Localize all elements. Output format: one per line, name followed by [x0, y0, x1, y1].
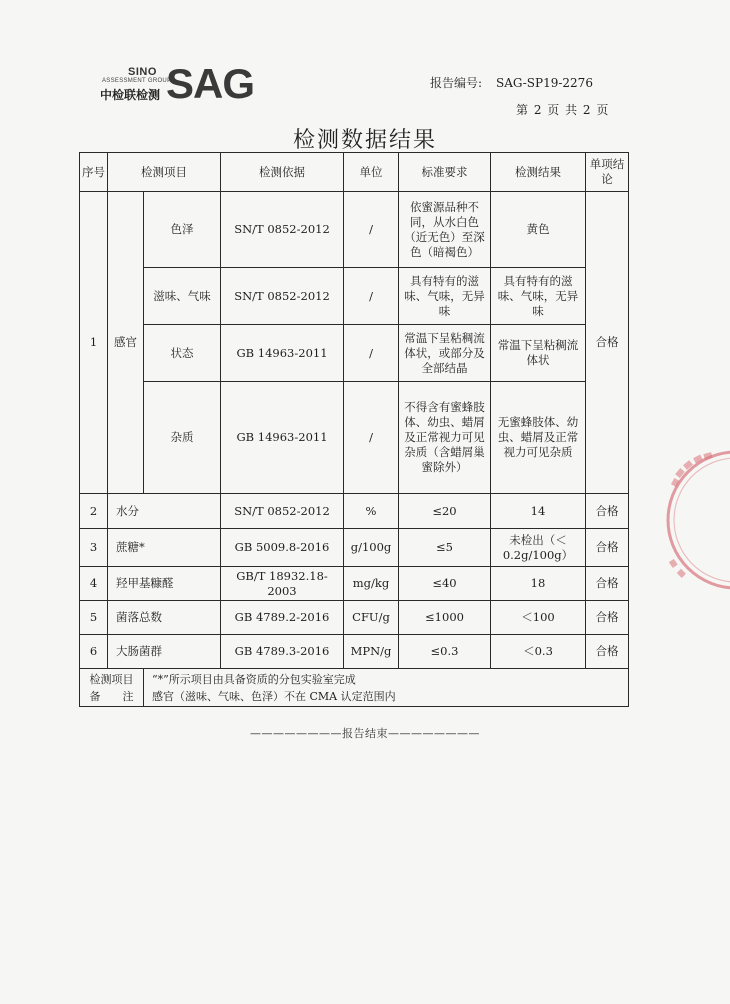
- cell-result: 具有特有的滋味、气味，无异味: [491, 268, 586, 325]
- cell-item: 水分: [108, 494, 221, 529]
- cell-unit: /: [344, 268, 399, 325]
- cell-basis: GB 4789.2-2016: [221, 601, 344, 635]
- cell-item: 色泽: [144, 192, 221, 268]
- cell-standard: 依蜜源品种不同，从水白色（近无色）至深色（暗褐色）: [399, 192, 491, 268]
- header-no: 序号: [80, 153, 108, 192]
- cell-result: ＜0.3: [491, 635, 586, 669]
- cell-result: 未检出（＜0.2g/100g）: [491, 529, 586, 567]
- notes-row: [80, 669, 629, 707]
- cell-result: 无蜜蜂肢体、幼虫、蜡屑及正常视力可见杂质: [491, 382, 586, 494]
- cell-unit: CFU/g: [344, 601, 399, 635]
- table-row: [80, 529, 629, 567]
- results-table: [79, 152, 629, 707]
- cell-item: 菌落总数: [108, 601, 221, 635]
- cell-result: ＜100: [491, 601, 586, 635]
- cell-item: 状态: [144, 325, 221, 382]
- cell-conclusion: 合格: [586, 192, 629, 494]
- cell-basis: SN/T 0852-2012: [221, 192, 344, 268]
- cell-item: 大肠菌群: [108, 635, 221, 669]
- cell-result: 18: [491, 567, 586, 601]
- notes-text: [144, 669, 629, 707]
- report-end-line: ————————报告结束————————: [250, 727, 480, 740]
- logo-sag-text: SAG: [166, 60, 255, 107]
- notes-label: [80, 669, 144, 707]
- table-header-row: [80, 153, 629, 192]
- table-row: [80, 382, 629, 494]
- header-result: 检测结果: [491, 153, 586, 192]
- cell-no: 3: [80, 529, 108, 567]
- seal-stamp-image: [648, 440, 730, 600]
- notes-label-line-2: 备 注: [89, 689, 134, 703]
- cell-no: 6: [80, 635, 108, 669]
- cell-basis: SN/T 0852-2012: [221, 268, 344, 325]
- header-unit: 单位: [344, 153, 399, 192]
- cell-standard: ≤1000: [399, 601, 491, 635]
- notes-text-line-1: “*”所示项目由具备资质的分包实验室完成: [152, 672, 356, 686]
- cell-no: 4: [80, 567, 108, 601]
- cell-conclusion: 合格: [586, 567, 629, 601]
- logo-cn-text: 中检联检测: [100, 88, 161, 102]
- cell-unit: %: [344, 494, 399, 529]
- cell-item: 蔗糖*: [108, 529, 221, 567]
- report-number-label: 报告编号:: [430, 76, 483, 90]
- cell-standard: ≤40: [399, 567, 491, 601]
- table-row: [80, 635, 629, 669]
- header-item: 检测项目: [108, 153, 221, 192]
- cell-result: 黄色: [491, 192, 586, 268]
- notes-label-line-1: 检测项目: [89, 672, 134, 686]
- cell-unit: /: [344, 192, 399, 268]
- header-standard: 标准要求: [399, 153, 491, 192]
- cell-item: 滋味、气味: [144, 268, 221, 325]
- cell-no: 5: [80, 601, 108, 635]
- report-number-value: SAG-SP19-2276: [496, 76, 593, 90]
- cell-basis: GB 14963-2011: [221, 325, 344, 382]
- cell-unit: /: [344, 325, 399, 382]
- sag-logo: [100, 60, 255, 110]
- table-row: [80, 601, 629, 635]
- cell-basis: GB 4789.3-2016: [221, 635, 344, 669]
- cell-basis: GB/T 18932.18-2003: [221, 567, 344, 601]
- cell-standard: ≤20: [399, 494, 491, 529]
- cell-conclusion: 合格: [586, 529, 629, 567]
- cell-result: 常温下呈粘稠流体状: [491, 325, 586, 382]
- table-row: [80, 567, 629, 601]
- table-row: [80, 494, 629, 529]
- cell-unit: MPN/g: [344, 635, 399, 669]
- cell-standard: 不得含有蜜蜂肢体、幼虫、蜡屑及正常视力可见杂质（含蜡屑巢蜜除外）: [399, 382, 491, 494]
- cell-result: 14: [491, 494, 586, 529]
- cell-conclusion: 合格: [586, 494, 629, 529]
- cell-item: 杂质: [144, 382, 221, 494]
- cell-conclusion: 合格: [586, 601, 629, 635]
- page-title: 检测数据结果: [292, 128, 437, 153]
- cell-unit: g/100g: [344, 529, 399, 567]
- cell-no: 2: [80, 494, 108, 529]
- cell-unit: mg/kg: [344, 567, 399, 601]
- cell-unit: /: [344, 382, 399, 494]
- report-number: [430, 74, 593, 91]
- table-row: [80, 192, 629, 268]
- cell-basis: SN/T 0852-2012: [221, 494, 344, 529]
- cell-basis: GB 5009.8-2016: [221, 529, 344, 567]
- cell-standard: 常温下呈粘稠流体状，或部分及全部结晶: [399, 325, 491, 382]
- cell-standard: ≤5: [399, 529, 491, 567]
- logo-group-text: ASSESSMENT GROUP: [102, 78, 172, 84]
- page-info: 第 2 页 共 2 页: [516, 103, 609, 117]
- cell-standard: 具有特有的滋味、气味，无异味: [399, 268, 491, 325]
- logo-sino-text: SINO: [128, 66, 157, 78]
- notes-text-line-2: 感官（滋味、气味、色泽）不在 CMA 认定范围内: [152, 689, 396, 703]
- cell-item: 羟甲基糠醛: [108, 567, 221, 601]
- cell-group-label: 感官: [108, 192, 144, 494]
- cell-basis: GB 14963-2011: [221, 382, 344, 494]
- cell-standard: ≤0.3: [399, 635, 491, 669]
- header-basis: 检测依据: [221, 153, 344, 192]
- cell-no: 1: [80, 192, 108, 494]
- header-conclusion: 单项结论: [586, 153, 629, 192]
- table-row: [80, 268, 629, 325]
- cell-conclusion: 合格: [586, 635, 629, 669]
- table-row: [80, 325, 629, 382]
